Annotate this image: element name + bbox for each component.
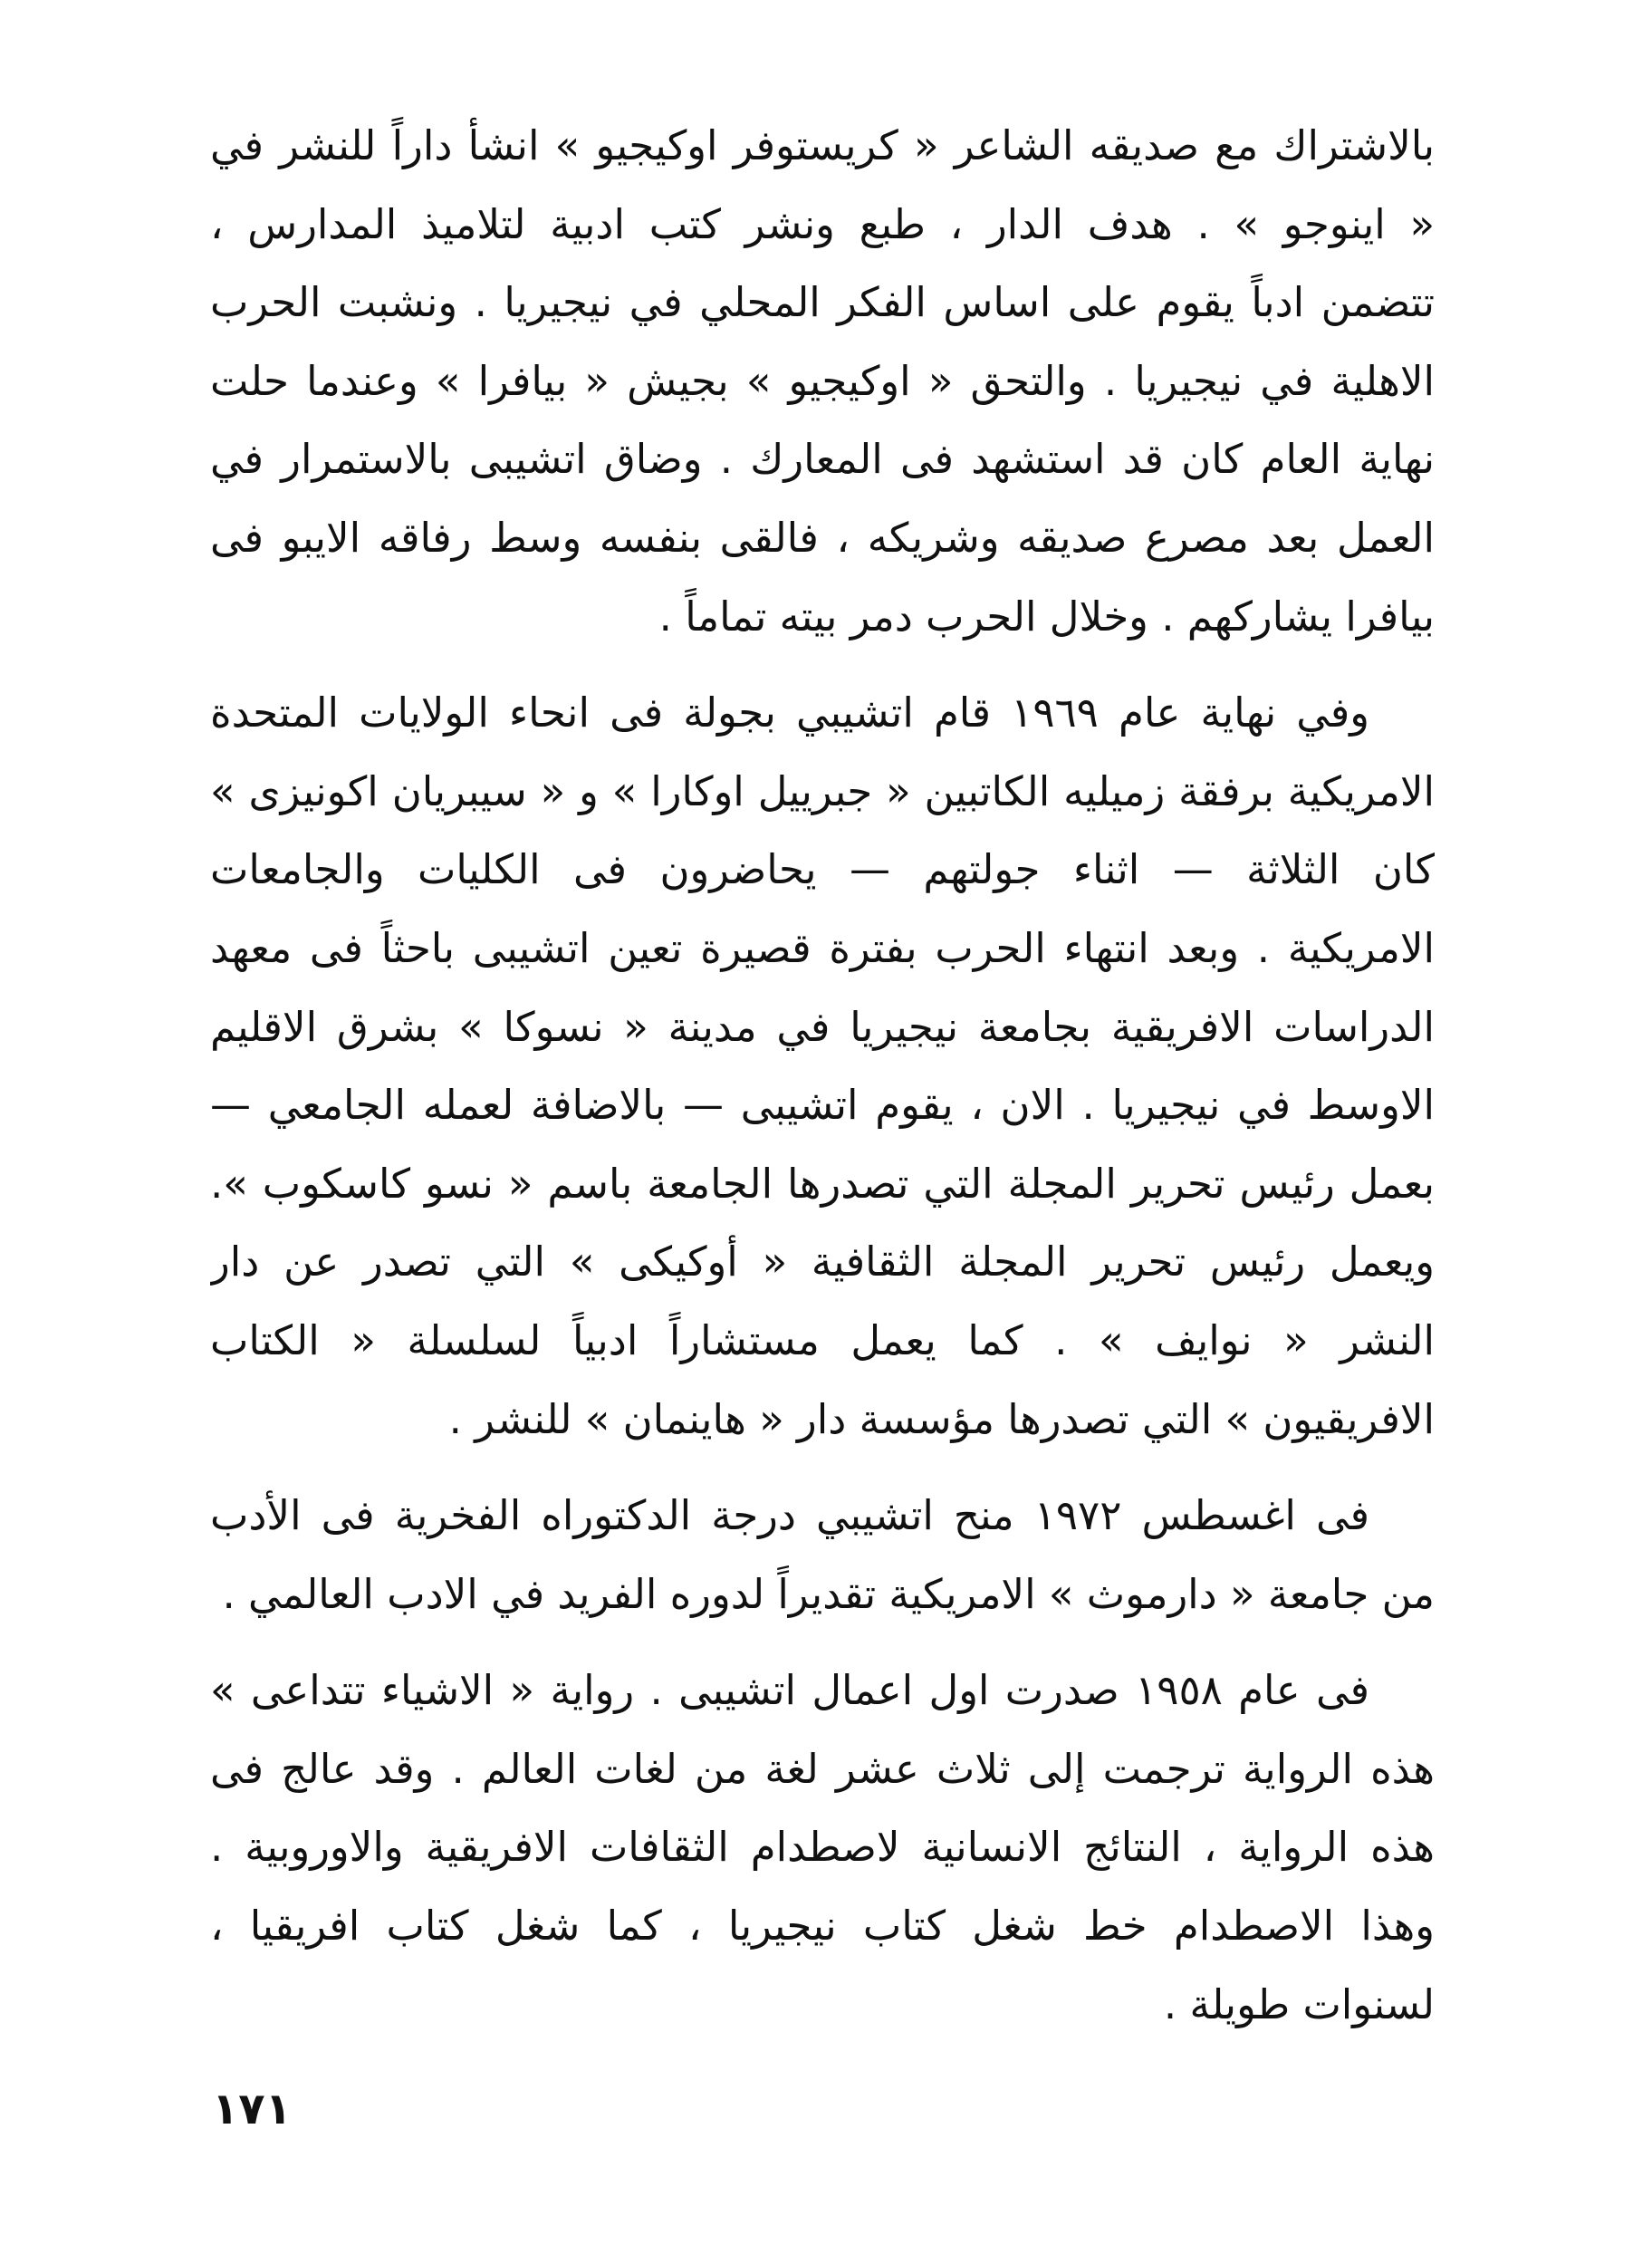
- text-line: الامريكية برفقة زميليه الكاتبين « جبرييل اوكارا » و « سيبريان اكونيزى »: [210, 766, 1435, 815]
- paragraph-1: [210, 107, 1435, 656]
- text-line-first: فى عام ١٩٥٨ صدرت اول اعمال اتشيبى . رواية « الاشياء تتداعى »: [210, 1666, 1369, 1715]
- text-line-last: بيافرا يشاركهم . وخلال الحرب دمر بيته تماماً .: [658, 592, 1435, 641]
- paragraph-gap: [210, 656, 1435, 674]
- text-line: تتضمن ادباً يقوم على اساس الفكر المحلي في نيجيريا . ونشبت الحرب: [210, 278, 1435, 327]
- text-line: هذه الرواية ، النتائج الانسانية لاصطدام الثقافات الافريقية والاوروبية .: [210, 1823, 1435, 1872]
- paragraph-gap: [210, 1633, 1435, 1652]
- text-line: الاوسط في نيجيريا . الان ، يقوم اتشيبى — بالاضافة لعمله الجامعي —: [210, 1081, 1435, 1130]
- text-line-first: وفي نهاية عام ١٩٦٩ قام اتشيبي بجولة فى انحاء الولايات المتحدة: [210, 689, 1369, 737]
- text-line: العمل بعد مصرع صديقه وشريكه ، فالقى بنفسه وسط رفاقه الايبو فى: [210, 513, 1435, 562]
- text-line: الامريكية . وبعد انتهاء الحرب بفترة قصيرة تعين اتشيبى باحثاً فى معهد: [210, 923, 1435, 972]
- text-line: بالاشتراك مع صديقه الشاعر « كريستوفر اوكيجيو » انشأ داراً للنشر في: [210, 121, 1435, 169]
- text-line-last: الافريقيون » التي تصدرها مؤسسة دار « هاينمان » للنشر .: [448, 1394, 1435, 1443]
- page-number: ١٧١: [212, 2084, 292, 2134]
- text-line: بعمل رئيس تحرير المجلة التي تصدرها الجامعة باسم « نسو كاسكوب ».: [210, 1159, 1435, 1208]
- text-line: الدراسات الافريقية بجامعة نيجيريا في مدينة « نسوكا » بشرق الاقليم: [210, 1002, 1435, 1051]
- text-line-last: من جامعة « دارموث » الامريكية تقديراً لدوره الفريد في الادب العالمي .: [222, 1569, 1435, 1618]
- text-line: الاهلية في نيجيريا . والتحق « اوكيجيو » بجيش « بيافرا » وعندما حلت: [210, 356, 1435, 405]
- paragraph-2: [210, 674, 1435, 1459]
- text-line: هذه الرواية ترجمت إلى ثلاث عشر لغة من لغات العالم . وقد عالج فى: [210, 1744, 1435, 1793]
- text-line-last: لسنوات طويلة .: [1163, 1979, 1435, 2028]
- paragraph-gap: [210, 1459, 1435, 1477]
- paragraph-3: [210, 1477, 1435, 1633]
- text-line: « اينوجو » . هدف الدار ، طبع ونشر كتب ادبية لتلاميذ المدارس ،: [210, 199, 1435, 248]
- text-line: كان الثلاثة — اثناء جولتهم — يحاضرون فى الكليات والجامعات: [210, 845, 1435, 894]
- paragraph-4: [210, 1652, 1435, 2044]
- text-line-first: فى اغسطس ١٩٧٢ منح اتشيبي درجة الدكتوراه الفخرية فى الأدب: [210, 1491, 1369, 1540]
- text-line: النشر « نوايف » . كما يعمل مستشاراً ادبياً لسلسلة « الكتاب: [210, 1315, 1435, 1364]
- body-text: [210, 107, 1435, 2044]
- text-line: ويعمل رئيس تحرير المجلة الثقافية « أوكيكى » التي تصدر عن دار: [210, 1238, 1435, 1286]
- text-line: وهذا الاصطدام خط شغل كتاب نيجيريا ، كما شغل كتاب افريقيا ،: [210, 1902, 1435, 1951]
- text-line: نهاية العام كان قد استشهد فى المعارك . وضاق اتشيبى بالاستمرار في: [210, 435, 1435, 484]
